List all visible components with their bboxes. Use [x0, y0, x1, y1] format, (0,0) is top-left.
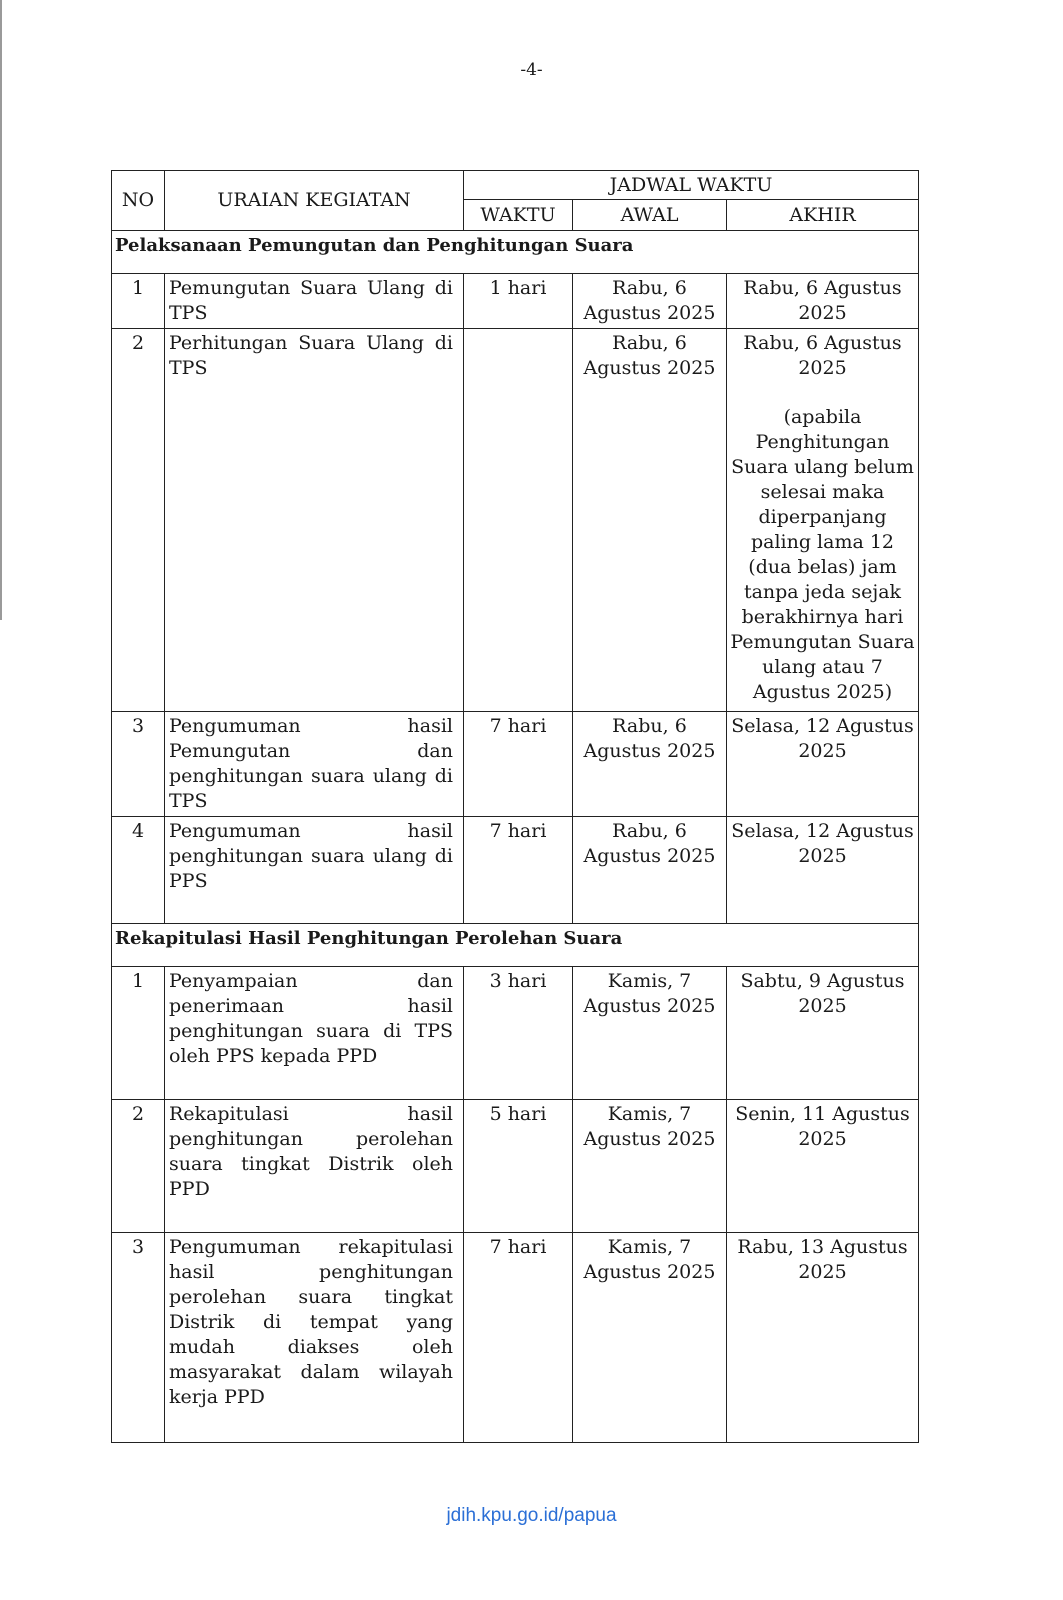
table-row — [112, 817, 919, 924]
header-uraian-kegiatan: URAIAN KEGIATAN — [165, 171, 464, 231]
header-waktu: WAKTU — [464, 200, 573, 231]
row-waktu: 5 hari — [464, 1100, 573, 1233]
row-akhir-date: Rabu, 6 Agustus 2025 — [743, 332, 902, 379]
footer-link[interactable]: jdih.kpu.go.id/papua — [446, 1505, 617, 1526]
row-akhir: Sabtu, 9 Agustus 2025 — [727, 967, 919, 1100]
row-uraian: Pemungutan Suara Ulang di TPS — [165, 274, 464, 329]
section-title: Pelaksanaan Pemungutan dan Penghitungan Suara — [112, 231, 919, 274]
row-no: 1 — [112, 274, 165, 329]
row-awal: Kamis, 7 Agustus 2025 — [573, 1100, 727, 1233]
row-uraian: Penyampaian dan penerimaan hasil penghitungan suara di TPS oleh PPS kepada PPD — [165, 967, 464, 1100]
row-no: 3 — [112, 1233, 165, 1443]
table-row — [112, 1233, 919, 1443]
row-waktu: 3 hari — [464, 967, 573, 1100]
row-waktu: 7 hari — [464, 817, 573, 924]
scan-edge — [0, 0, 2, 620]
header-awal: AWAL — [573, 200, 727, 231]
row-akhir-note: (apabila Penghitungan Suara ulang belum selesai maka diperpanjang paling lama 12 (dua belas) jam tanpa jeda sejak berakhirnya hari Pemungutan Suara ulang atau 7 Agustus 2025) — [730, 406, 915, 703]
table-row — [112, 274, 919, 329]
row-no: 4 — [112, 817, 165, 924]
row-no: 2 — [112, 329, 165, 712]
header-no: NO — [112, 171, 165, 231]
row-uraian: Pengumuman hasil penghitungan suara ulang di PPS — [165, 817, 464, 924]
row-akhir — [727, 329, 919, 712]
row-waktu: 7 hari — [464, 712, 573, 817]
row-waktu: 1 hari — [464, 274, 573, 329]
row-awal: Kamis, 7 Agustus 2025 — [573, 1233, 727, 1443]
row-uraian: Rekapitulasi hasil penghitungan perolehan suara tingkat Distrik oleh PPD — [165, 1100, 464, 1233]
row-uraian: Pengumuman rekapitulasi hasil penghitungan perolehan suara tingkat Distrik di tempat yang mudah diakses oleh masyarakat dalam wilayah kerja PPD — [165, 1233, 464, 1443]
section-title: Rekapitulasi Hasil Penghitungan Perolehan Suara — [112, 924, 919, 967]
row-awal: Rabu, 6 Agustus 2025 — [573, 817, 727, 924]
row-awal: Rabu, 6 Agustus 2025 — [573, 274, 727, 329]
row-akhir: Selasa, 12 Agustus 2025 — [727, 712, 919, 817]
page-number: -4- — [520, 60, 543, 80]
row-uraian: Perhitungan Suara Ulang di TPS — [165, 329, 464, 712]
row-no: 3 — [112, 712, 165, 817]
row-waktu: 7 hari — [464, 1233, 573, 1443]
header-jadwal-waktu: JADWAL WAKTU — [464, 171, 919, 200]
table-row — [112, 967, 919, 1100]
row-no: 2 — [112, 1100, 165, 1233]
row-awal: Rabu, 6 Agustus 2025 — [573, 712, 727, 817]
table-row — [112, 1100, 919, 1233]
row-akhir: Selasa, 12 Agustus 2025 — [727, 817, 919, 924]
row-waktu — [464, 329, 573, 712]
row-awal: Rabu, 6 Agustus 2025 — [573, 329, 727, 712]
schedule-table — [111, 170, 919, 1443]
header-akhir: AKHIR — [727, 200, 919, 231]
table-row — [112, 712, 919, 817]
table-row — [112, 329, 919, 712]
row-akhir: Rabu, 13 Agustus 2025 — [727, 1233, 919, 1443]
row-uraian: Pengumuman hasil Pemungutan dan penghitungan suara ulang di TPS — [165, 712, 464, 817]
row-akhir: Rabu, 6 Agustus 2025 — [727, 274, 919, 329]
row-awal: Kamis, 7 Agustus 2025 — [573, 967, 727, 1100]
row-no: 1 — [112, 967, 165, 1100]
row-akhir: Senin, 11 Agustus 2025 — [727, 1100, 919, 1233]
